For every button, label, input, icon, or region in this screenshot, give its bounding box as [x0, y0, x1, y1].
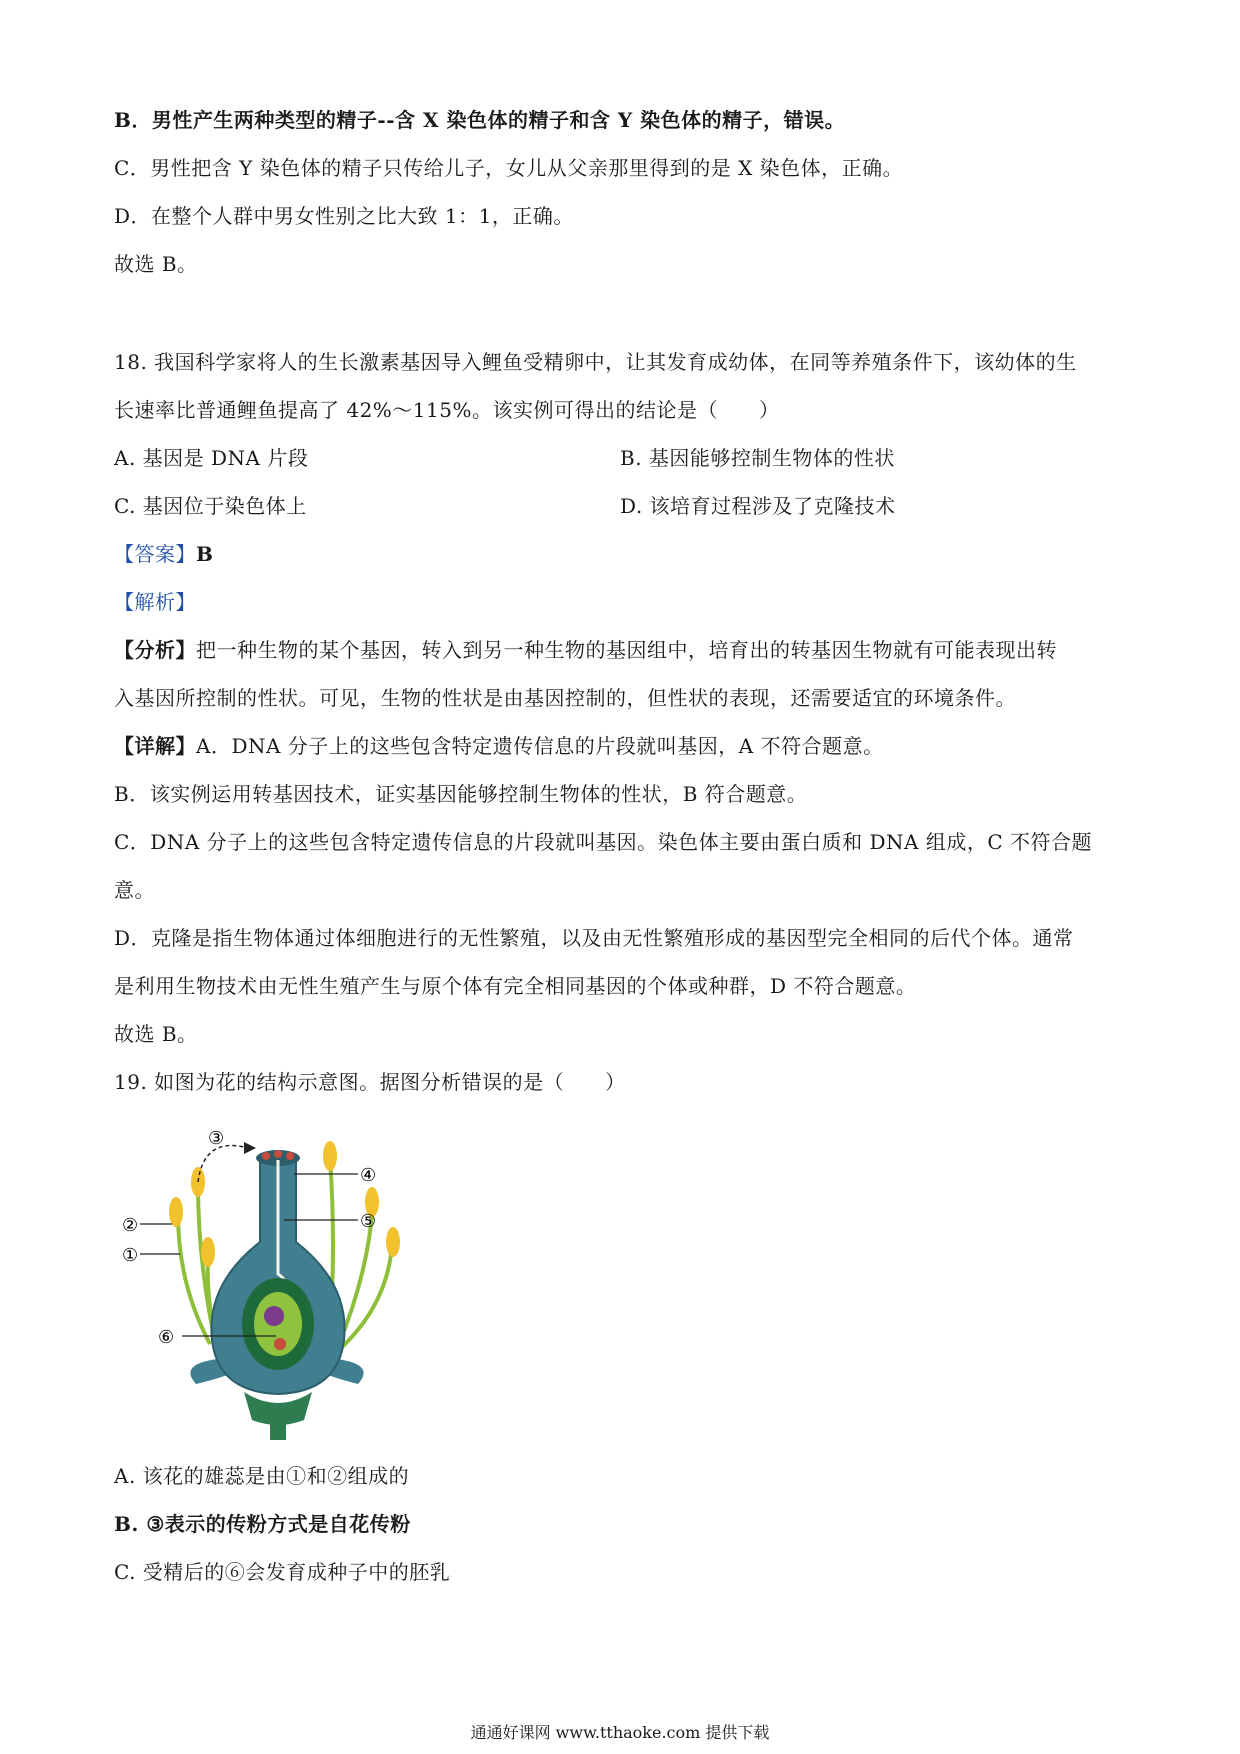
- pollination-arrow: [198, 1146, 248, 1182]
- q18-option-c: C. 基因位于染色体上: [114, 494, 307, 518]
- q18-xiangjie-c-line2: 意。: [114, 878, 155, 902]
- label-5: ⑤: [360, 1211, 377, 1232]
- q18-xiangjie-d-line2: 是利用生物技术由无性生殖产生与原个体有完全相同基因的个体或种群，D 不符合题意。: [114, 974, 917, 998]
- q18-option-d: D. 该培育过程涉及了克隆技术: [620, 494, 896, 518]
- q18-option-b: B. 基因能够控制生物体的性状: [620, 446, 895, 470]
- q18-conclusion: 故选 B。: [114, 1022, 198, 1046]
- flower-structure-diagram: [118, 1124, 436, 1442]
- q18-answer: [114, 540, 213, 568]
- page-footer: 通通好课网 www.tthaoke.com 提供下载: [470, 1723, 770, 1742]
- q17-option-c-explanation: C．男性把含 Y 染色体的精子只传给儿子，女儿从父亲那里得到的是 X 染色体，正确。: [114, 156, 904, 180]
- pollen-grain: [286, 1152, 294, 1160]
- fenxi-text: 把一种生物的某个基因，转入到另一种生物的基因组中，培育出的转基因生物就有可能表现出转: [196, 638, 1057, 662]
- q17-option-b-explanation: B．男性产生两种类型的精子--含 X 染色体的精子和含 Y 染色体的精子，错误。: [114, 108, 846, 132]
- q19-option-a: A. 该花的雄蕊是由①和②组成的: [114, 1464, 410, 1488]
- label-3: ③: [208, 1128, 225, 1149]
- fenxi-tag: 【分析】: [114, 638, 196, 662]
- label-1: ①: [122, 1245, 139, 1266]
- xiangjie-tag: 【详解】: [114, 734, 196, 758]
- q19-option-b: B. ③表示的传粉方式是自花传粉: [114, 1512, 411, 1536]
- label-4: ④: [360, 1165, 377, 1186]
- q18-stem-line2: 长速率比普通鲤鱼提高了 42%～115%。该实例可得出的结论是（ ）: [114, 398, 780, 422]
- anther: [169, 1197, 183, 1227]
- q18-stem-line1: 18. 我国科学家将人的生长激素基因导入鲤鱼受精卵中，让其发育成幼体，在同等养殖条件下，该幼体的生: [114, 350, 1077, 374]
- q18-xiangjie-a: [114, 732, 884, 760]
- arrowhead: [244, 1142, 256, 1154]
- q18-xiangjie-b: B．该实例运用转基因技术，证实基因能够控制生物体的性状，B 符合题意。: [114, 782, 808, 806]
- pollen-grain: [274, 1150, 282, 1158]
- anther: [323, 1141, 337, 1171]
- egg-cell: [274, 1338, 286, 1350]
- q18-option-a: A. 基因是 DNA 片段: [114, 446, 309, 470]
- answer-tag: 【答案】: [114, 542, 196, 566]
- label-2: ②: [122, 1215, 139, 1236]
- q18-fenxi-line2: 入基因所控制的性状。可见，生物的性状是由基因控制的，但性状的表现，还需要适宜的环境条件。: [114, 686, 1016, 710]
- q18-xiangjie-d-line1: D．克隆是指生物体通过体细胞进行的无性繁殖，以及由无性繁殖形成的基因型完全相同的后代个体。通常: [114, 926, 1074, 950]
- q18-xiangjie-c-line1: C．DNA 分子上的这些包含特定遗传信息的片段就叫基因。染色体主要由蛋白质和 DNA 组成，C 不符合题: [114, 830, 1092, 854]
- answer-value: B: [196, 542, 214, 566]
- label-6: ⑥: [158, 1327, 175, 1348]
- pollen-grain: [262, 1152, 270, 1160]
- q19-stem: 19. 如图为花的结构示意图。据图分析错误的是（ ）: [114, 1070, 626, 1094]
- anther: [386, 1227, 400, 1257]
- q18-fenxi-line1: [114, 636, 1057, 664]
- q17-option-d-explanation: D．在整个人群中男女性别之比大致 1：1，正确。: [114, 204, 574, 228]
- pedicel: [270, 1420, 286, 1440]
- analysis-tag: 【解析】: [114, 590, 196, 614]
- q17-conclusion: 故选 B。: [114, 252, 198, 276]
- anther: [201, 1237, 215, 1267]
- q19-option-c: C. 受精后的⑥会发育成种子中的胚乳: [114, 1560, 451, 1584]
- xiangjie-a-text: A．DNA 分子上的这些包含特定遗传信息的片段就叫基因，A 不符合题意。: [196, 734, 884, 758]
- central-cell: [264, 1306, 284, 1326]
